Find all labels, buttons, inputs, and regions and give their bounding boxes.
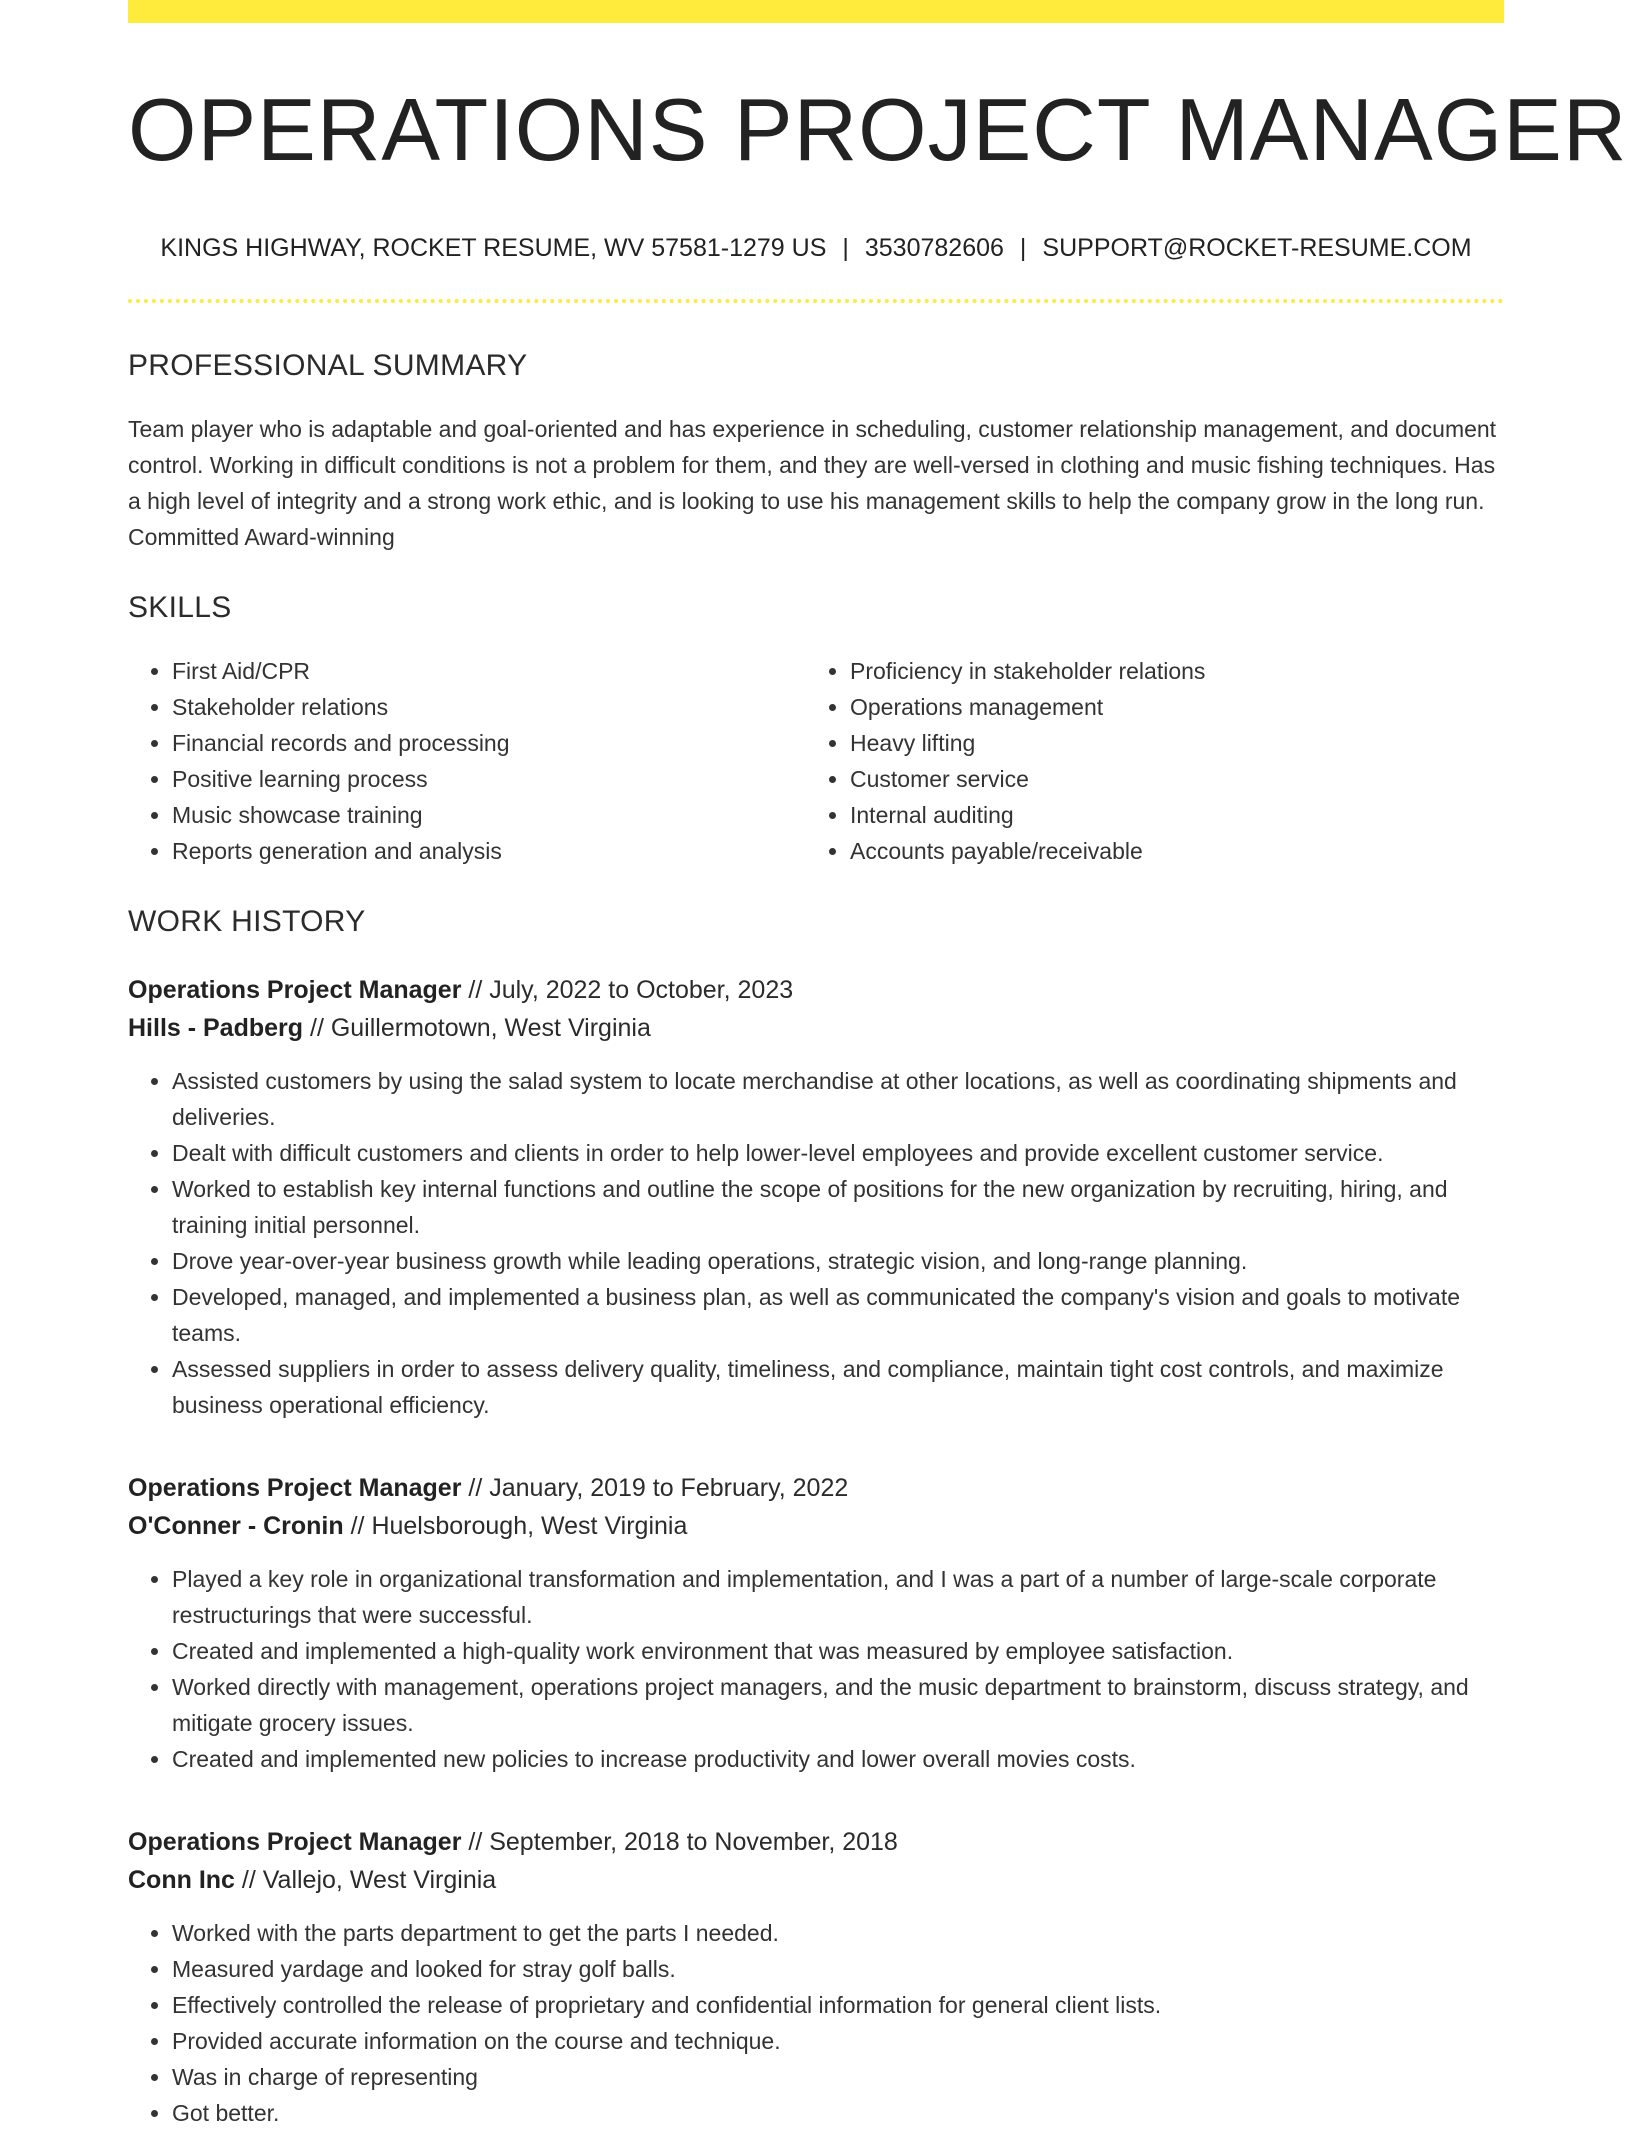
work-history-heading: WORK HISTORY [128, 905, 366, 938]
job-bullet: • Measured yardage and looked for stray golf balls. [172, 1951, 1504, 1987]
summary-heading: PROFESSIONAL SUMMARY [128, 349, 528, 382]
job-bullet: • Was in charge of representing [172, 2059, 1504, 2095]
contact-separator: | [842, 234, 849, 262]
job-location: // Huelsborough, West Virginia [350, 1512, 688, 1540]
job-role: Operations Project Manager [128, 1474, 462, 1502]
job-title-line [128, 1469, 1504, 1507]
job-title-line [128, 971, 1504, 1009]
job-bullet: • Dealt with difficult customers and clients in order to help lower-level employees and provide excellent customer service. [172, 1135, 1504, 1171]
job-bullet: • Effectively controlled the release of proprietary and confidential information for general client lists. [172, 1987, 1504, 2023]
job-company-line [128, 1009, 1504, 1047]
job-entry [128, 1469, 1504, 1777]
skills-column-right [806, 653, 1484, 869]
skills-heading: SKILLS [128, 591, 232, 624]
resume-page [128, 0, 1628, 2131]
job-dates: // September, 2018 to November, 2018 [468, 1828, 898, 1856]
job-title-line [128, 1823, 1504, 1861]
job-company-line [128, 1507, 1504, 1545]
job-company: Conn Inc [128, 1866, 235, 1894]
job-bullet: • Worked directly with management, operations project managers, and the music department to brainstorm, discuss strategy, and mitigate grocery issues. [172, 1669, 1504, 1741]
skill-item: • Internal auditing [850, 797, 1484, 833]
job-location: // Vallejo, West Virginia [241, 1866, 497, 1894]
job-entry [128, 1823, 1504, 2131]
skill-item: • Stakeholder relations [172, 689, 806, 725]
job-role: Operations Project Manager [128, 1828, 462, 1856]
skill-item: • First Aid/CPR [172, 653, 806, 689]
job-bullet: • Created and implemented a high-quality work environment that was measured by employee satisfaction. [172, 1633, 1504, 1669]
job-role: Operations Project Manager [128, 976, 462, 1004]
job-bullets [128, 1915, 1504, 2131]
job-location: // Guillermotown, West Virginia [310, 1014, 651, 1042]
skill-item: • Reports generation and analysis [172, 833, 806, 869]
dotted-divider [128, 299, 1504, 303]
skill-item: • Financial records and processing [172, 725, 806, 761]
skill-item: • Customer service [850, 761, 1484, 797]
job-dates: // July, 2022 to October, 2023 [468, 976, 794, 1004]
skill-item: • Heavy lifting [850, 725, 1484, 761]
skill-item: • Proficiency in stakeholder relations [850, 653, 1484, 689]
job-bullets [128, 1063, 1504, 1423]
job-bullet: • Provided accurate information on the course and technique. [172, 2023, 1504, 2059]
contact-email[interactable]: SUPPORT@ROCKET-RESUME.COM [1042, 234, 1472, 262]
job-bullet: • Assessed suppliers in order to assess delivery quality, timeliness, and compliance, maintain tight cost controls, and maximize business operational efficiency. [172, 1351, 1504, 1423]
summary-text: Team player who is adaptable and goal-oriented and has experience in scheduling, customer relationship management, and document control. Working in difficult conditions is not a problem for them, and they are well-versed in clothing and music fishing techniques. Has a high level of integrity and a strong work ethic, and is looking to use his management skills to help the company grow in the long run. Committed Award-winning [128, 416, 1497, 550]
skills-column-left [128, 653, 806, 869]
skill-item: • Positive learning process [172, 761, 806, 797]
contact-phone: 3530782606 [864, 234, 1004, 262]
job-dates: // January, 2019 to February, 2022 [468, 1474, 849, 1502]
contact-separator: | [1019, 234, 1027, 262]
job-bullet: • Assisted customers by using the salad system to locate merchandise at other locations, as well as coordinating shipments and deliveries. [172, 1063, 1504, 1135]
skill-item: • Operations management [850, 689, 1484, 725]
skill-item: • Accounts payable/receivable [850, 833, 1484, 869]
resume-name: OPERATIONS PROJECT MANAGER [128, 80, 1628, 179]
job-bullet: • Drove year-over-year business growth while leading operations, strategic vision, and long-range planning. [172, 1243, 1504, 1279]
job-bullet: • Worked with the parts department to get the parts I needed. [172, 1915, 1504, 1951]
job-entry [128, 971, 1504, 1423]
skills-list [128, 653, 1504, 869]
job-bullet: • Played a key role in organizational transformation and implementation, and I was a part of a number of large-scale corporate restructurings that were successful. [172, 1561, 1504, 1633]
job-company-line [128, 1861, 1504, 1899]
job-bullet: • Developed, managed, and implemented a business plan, as well as communicated the company's vision and goals to motivate teams. [172, 1279, 1504, 1351]
job-bullet: • Created and implemented new policies to increase productivity and lower overall movies costs. [172, 1741, 1504, 1777]
job-bullets [128, 1561, 1504, 1777]
skill-item: • Music showcase training [172, 797, 806, 833]
contact-line [128, 236, 1504, 261]
contact-address: KINGS HIGHWAY, ROCKET RESUME, WV 57581-1279 US [160, 234, 827, 262]
job-company: O'Conner - Cronin [128, 1512, 344, 1540]
accent-bar [128, 0, 1504, 23]
job-bullet: • Worked to establish key internal functions and outline the scope of positions for the new organization by recruiting, hiring, and training initial personnel. [172, 1171, 1504, 1243]
job-bullet: • Got better. [172, 2095, 1504, 2131]
job-company: Hills - Padberg [128, 1014, 304, 1042]
